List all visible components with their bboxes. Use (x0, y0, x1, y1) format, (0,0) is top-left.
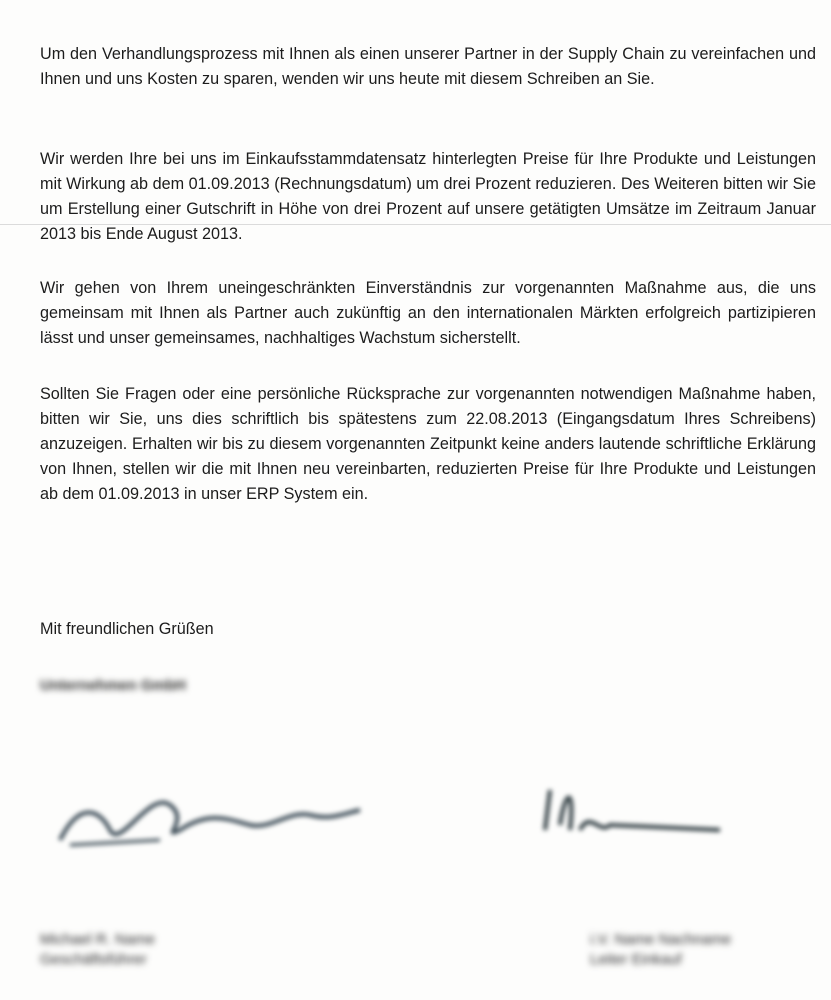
signature-left (40, 770, 400, 860)
company-name-redacted: Unternehmen GmbH (40, 677, 186, 694)
signer-left-name: Michael R. Name (40, 931, 156, 948)
closing-salutation: Mit freundlichen Grüßen (40, 620, 214, 638)
signer-left-title: Geschäftsführer (40, 951, 147, 968)
paragraph-price-reduction: Wir werden Ihre bei uns im Einkaufsstammdatensatz hinterlegten Preise für Ihre Produkte und Leistungen mit Wirkung ab dem 01.09.2013 (Rechnungsdatum) um drei Prozent reduzieren. Des Weiteren bitten wir Sie um Erstellung einer Gutschrift in Höhe von drei Prozent auf unsere getätigten Umsätze im Zeitraum Januar 2013 bis Ende August 2013. (40, 150, 816, 243)
signer-right-block (590, 930, 731, 970)
signature-right (530, 770, 750, 860)
signer-right-title: Leiter Einkauf (590, 951, 682, 968)
paragraph-intro: Um den Verhandlungsprozess mit Ihnen als einen unserer Partner in der Supply Chain zu vereinfachen und Ihnen und uns Kosten zu sparen, wenden wir uns heute mit diesem Schreiben an Sie. (40, 45, 816, 88)
signer-left-block (40, 930, 155, 970)
signer-right-name: i.V. Name Nachname (590, 931, 732, 948)
paragraph-questions: Sollten Sie Fragen oder eine persönliche Rücksprache zur vorgenannten notwendigen Maßnahme haben, bitten wir Sie, uns dies schriftlich bis spätestens zum 22.08.2013 (Eingangsdatum Ihres Schreibens) anzuzeigen. Erhalten wir bis zu diesem vorgenannten Zeitpunkt keine anders lautende schriftliche Erklärung von Ihnen, stellen wir die mit Ihnen neu vereinbarten, reduzierten Preise für Ihre Produkte und Leistungen ab dem 01.09.2013 in unser ERP System ein. (40, 385, 816, 503)
paragraph-consent: Wir gehen von Ihrem uneingeschränkten Einverständnis zur vorgenannten Maßnahme aus, die uns gemeinsam mit Ihnen als Partner auch zukünftig an den internationalen Märkten erfolgreich partizipieren lässt und unser gemeinsames, nachhaltiges Wachstum sicherstellt. (40, 279, 816, 347)
